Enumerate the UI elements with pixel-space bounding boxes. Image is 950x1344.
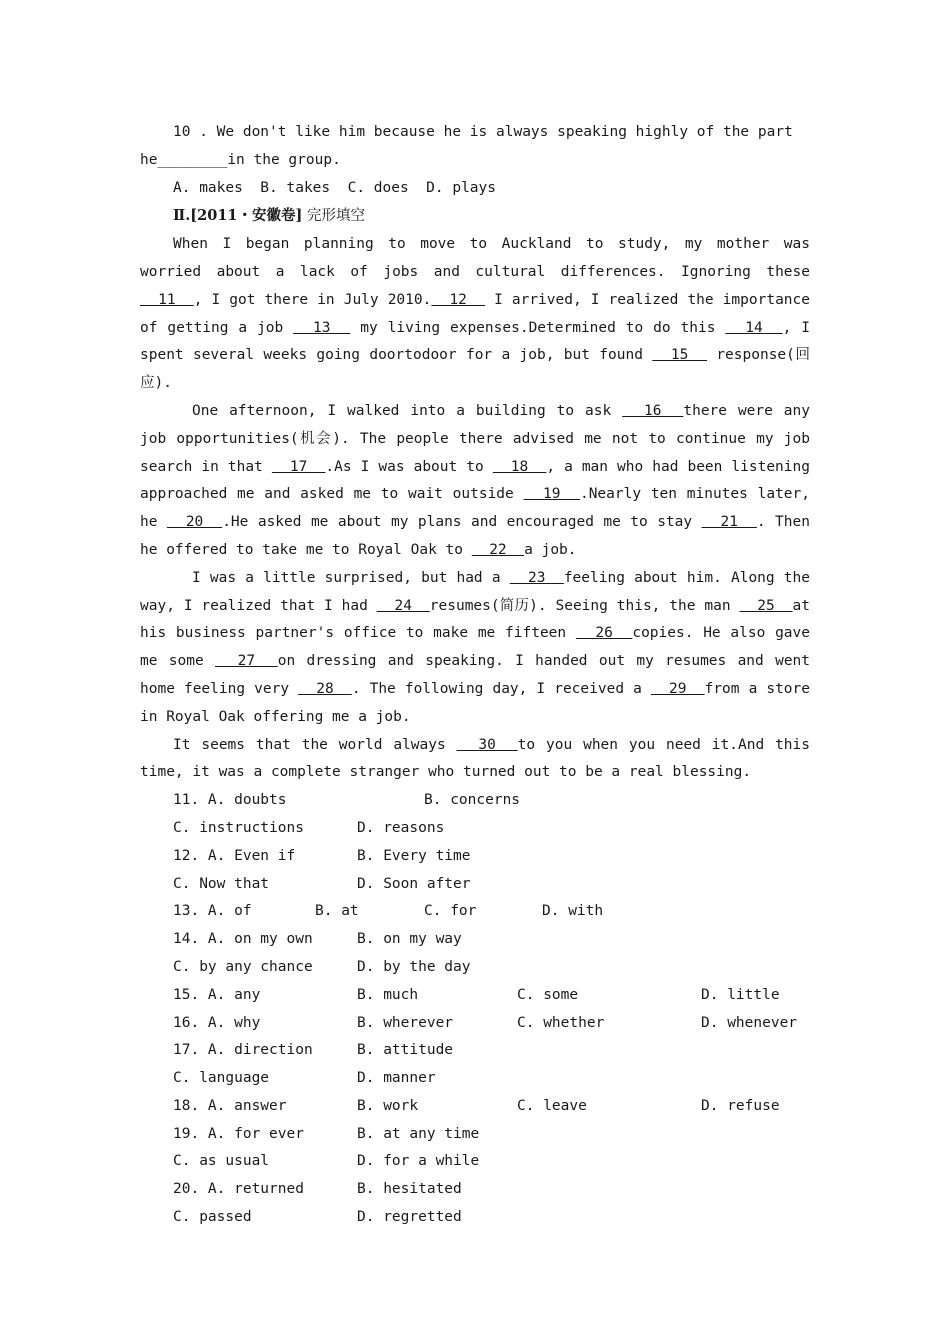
option-row — [140, 1176, 810, 1204]
option-row — [140, 1065, 810, 1093]
section-title: 完形填空 — [302, 208, 365, 225]
passage-text: at his business partner's office to make me fifteen — [140, 597, 811, 642]
option-row — [140, 1204, 810, 1232]
option-choice: 13. A. of — [173, 903, 252, 920]
cloze-blank: 27 — [215, 653, 278, 670]
cloze-blank: 23 — [509, 569, 564, 586]
section-heading — [140, 202, 810, 231]
question-10-stem-cont — [140, 147, 810, 175]
cloze-blank: 22 — [471, 541, 525, 558]
option-choice: D. refuse — [701, 1097, 780, 1114]
passage-text: I arrived, I realized the importance of getting a job — [140, 291, 810, 336]
passage-paragraph-4 — [140, 732, 810, 788]
document-page — [140, 119, 810, 1232]
option-choice: D. little — [701, 986, 780, 1003]
question-10-text-post: in the group. — [227, 151, 341, 168]
passage-text: . Then he offered to take me to Royal Oak to — [140, 514, 810, 558]
option-choice: D. with — [542, 903, 604, 920]
cloze-blank: 13 — [293, 319, 351, 336]
section-year: [2011・安徽卷] — [190, 207, 303, 225]
cloze-blank: 19 — [523, 486, 580, 503]
passage-text: , I got there in July 2010. — [193, 291, 432, 308]
cloze-blank: 16 — [622, 402, 684, 419]
cloze-blank: 17 — [271, 458, 326, 475]
option-choice: D. regretted — [357, 1209, 462, 1226]
option-choice: B. hesitated — [357, 1181, 462, 1198]
option-row — [140, 1093, 810, 1121]
passage-text: response(回应). — [140, 347, 810, 392]
option-choice: 15. A. any — [173, 986, 261, 1003]
option-choice: B. concerns — [424, 792, 521, 809]
cloze-blank: 20 — [166, 514, 223, 531]
option-choice: 12. A. Even if — [173, 847, 296, 864]
option-row — [140, 843, 810, 871]
passage-text: , I spent several weeks going doortodoor for a job, but found — [140, 319, 810, 364]
cloze-blank: 12 — [431, 291, 486, 308]
passage-text: When I began planning to move to Auckland to study, my mother was worried about a lack of jobs and cultural differences. Ignoring these — [140, 236, 810, 280]
option-choice: 14. A. on my own — [173, 931, 313, 948]
option-choice: C. as usual — [173, 1153, 270, 1170]
option-row — [140, 1037, 810, 1065]
option-choice: B. at — [315, 903, 359, 920]
passage-text: from a store in Royal Oak offering me a job. — [140, 680, 811, 725]
option-choice: C. by any chance — [173, 958, 313, 975]
option-row — [140, 871, 810, 899]
option-choice: 20. A. returned — [173, 1181, 304, 1198]
option-choice: 18. A. answer — [173, 1097, 287, 1114]
passage-text: I was a little surprised, but had a — [192, 569, 510, 586]
option-choice: B. on my way — [357, 931, 462, 948]
passage-text: It seems that the world always — [173, 736, 457, 753]
option-row — [140, 926, 810, 954]
passage-paragraph-2 — [140, 398, 810, 565]
option-choice: D. whenever — [701, 1014, 798, 1031]
option-row — [140, 1121, 810, 1149]
cloze-blank: 30 — [456, 736, 518, 753]
cloze-blank: 18 — [492, 458, 547, 475]
option-choice: B. wherever — [357, 1014, 454, 1031]
passage-text: . The following day, I received a — [351, 680, 651, 697]
question-10-text-pre: he — [140, 151, 158, 168]
option-choice: D. for a while — [357, 1153, 480, 1170]
option-row — [140, 982, 810, 1010]
option-choice: C. passed — [173, 1209, 252, 1226]
option-choice: C. some — [517, 986, 579, 1003]
option-row — [140, 815, 810, 843]
option-choice: 11. A. doubts — [173, 792, 287, 809]
option-choice: C. for — [424, 903, 477, 920]
passage-paragraph-3 — [140, 565, 810, 732]
option-choice: D. reasons — [357, 819, 445, 836]
option-choice: 19. A. for ever — [173, 1125, 304, 1142]
cloze-blank: 11 — [140, 291, 194, 308]
passage-text: .Nearly ten minutes later, he — [140, 486, 810, 531]
passage-text: .He asked me about my plans and encouraged me to stay — [222, 514, 702, 531]
passage-text: to you when you need it.And this time, it was a complete stranger who turned out to be a real blessing. — [140, 736, 810, 781]
cloze-blank: 26 — [575, 625, 633, 642]
passage-text: One afternoon, I walked into a building to ask — [192, 402, 623, 419]
question-10-stem: 10 . We don't like him because he is always speaking highly of the part — [173, 124, 793, 140]
section-numeral: Ⅱ. — [173, 207, 191, 225]
option-row — [140, 954, 810, 982]
option-choice: B. attitude — [357, 1042, 454, 1059]
option-choice: C. instructions — [173, 819, 304, 836]
passage-text: resumes(简历). Seeing this, the man — [429, 597, 740, 614]
passage-text: , a man who had been listening approached me and asked me to wait outside — [140, 458, 810, 503]
passage-text: on dressing and speaking. I handed out my resumes and went home feeling very — [140, 653, 811, 697]
option-choice: B. much — [357, 986, 419, 1003]
option-row — [140, 1010, 810, 1038]
cloze-blank: 15 — [652, 347, 707, 364]
option-choice: D. by the day — [357, 958, 471, 975]
option-choice: C. whether — [517, 1014, 605, 1031]
cloze-blank: 24 — [376, 597, 430, 614]
passage-text: my living expenses.Determined to do this — [350, 319, 726, 336]
option-choice: B. work — [357, 1097, 419, 1114]
option-choice: C. leave — [517, 1097, 587, 1114]
passage-text: there were any job opportunities(机会). The people there advised me not to continue my job search in that — [140, 402, 810, 475]
option-row — [140, 898, 810, 926]
question-10-options: A. makes B. takes C. does D. plays — [173, 179, 497, 196]
option-choice: D. Soon after — [357, 875, 471, 892]
question-10-blank: ________ — [157, 151, 228, 168]
cloze-blank: 29 — [650, 680, 705, 697]
passage-text: .As I was about to — [325, 458, 493, 475]
passage-text: copies. He also gave me some — [140, 625, 810, 670]
option-choice: B. Every time — [357, 847, 471, 864]
option-row — [140, 787, 810, 815]
cloze-blank: 21 — [701, 514, 757, 531]
cloze-blank: 14 — [725, 319, 783, 336]
option-choice: C. language — [173, 1070, 270, 1087]
passage-text: feeling about him. Along the way, I realized that I had — [140, 569, 810, 614]
option-choice: B. at any time — [357, 1125, 480, 1142]
option-choice: 17. A. direction — [173, 1042, 313, 1059]
option-choice: D. manner — [357, 1070, 436, 1087]
cloze-blank: 25 — [739, 597, 793, 614]
option-row — [140, 1148, 810, 1176]
answer-options — [140, 787, 810, 1232]
passage-paragraph-1 — [140, 231, 810, 398]
cloze-blank: 28 — [298, 680, 352, 697]
option-choice: C. Now that — [173, 875, 270, 892]
passage-text: a job. — [524, 541, 577, 558]
option-choice: 16. A. why — [173, 1014, 261, 1031]
